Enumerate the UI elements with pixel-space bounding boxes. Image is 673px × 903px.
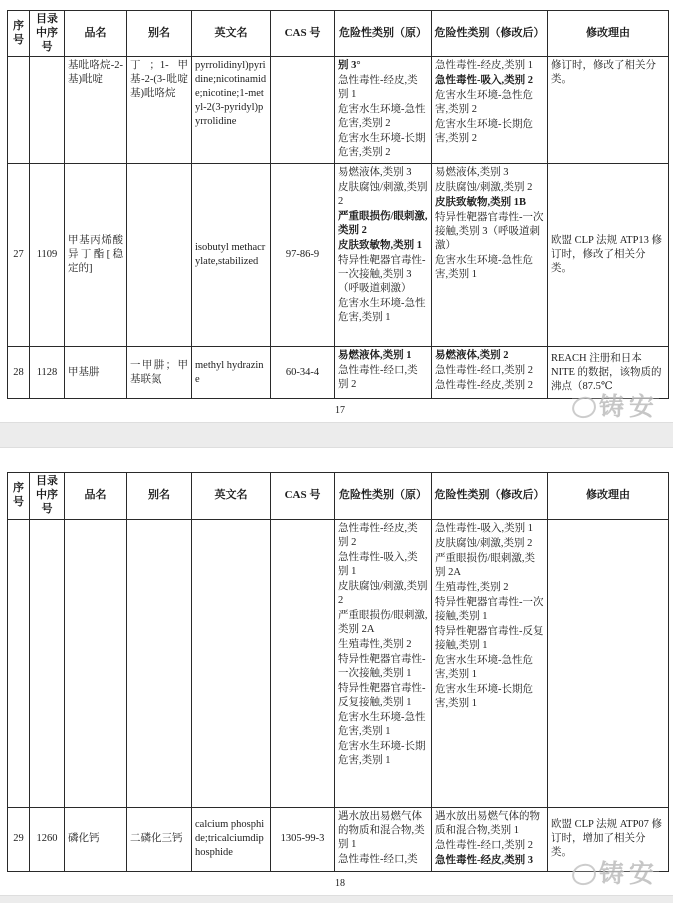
column-header: 品名	[65, 473, 127, 519]
cell-english: isobutyl methacrylate,stabilized	[192, 164, 271, 347]
hazard-item: 特异性靶器官毒性-反复接触,类别 1	[338, 682, 426, 708]
column-header: 别名	[127, 11, 192, 57]
cell-seq	[8, 57, 30, 164]
cell-cas: 97-86-9	[271, 164, 335, 347]
column-header: 序号	[8, 473, 30, 519]
column-header: 目录中序号	[30, 473, 65, 519]
column-header: 目录中序号	[30, 11, 65, 57]
cell-alias: 二磷化三钙	[127, 807, 192, 871]
hazard-table-page-17	[7, 10, 669, 399]
table-row	[8, 347, 669, 399]
column-header: 序号	[8, 11, 30, 57]
hazard-item: 特异性靶器官毒性-一次接触,类别 3（呼吸道刺激）	[338, 255, 426, 295]
column-header: 英文名	[192, 11, 271, 57]
document-page-17	[0, 0, 673, 422]
hazard-item: 急性毒性-经皮,类别 1	[435, 60, 533, 72]
hazard-item: 危害水生环境-急性危害,类别 1	[338, 711, 426, 737]
cell-name: 磷化钙	[65, 807, 127, 871]
hazard-item: 危害水生环境-急性危害,类别 1	[435, 654, 533, 680]
cell-hazard_rev	[432, 57, 548, 164]
hazard-item: 生殖毒性,类别 2	[435, 581, 509, 593]
hazard-item: 严重眼损伤/眼刺激,类别 2A	[338, 609, 428, 635]
hazard-item: 特异性靶器官毒性-一次接触,类别 1	[435, 596, 544, 622]
hazard-item: 急性毒性-吸入,类别 1	[435, 522, 533, 534]
column-header: 别名	[127, 473, 192, 519]
cell-catalog_no: 1109	[30, 164, 65, 347]
header-row	[8, 473, 669, 519]
cell-hazard_rev	[432, 347, 548, 399]
cell-english: calcium phosphide;tricalciumdiphosphide	[192, 807, 271, 871]
document-page-18	[0, 448, 673, 894]
hazard-item: 急性毒性-经口,类别 2	[435, 839, 533, 851]
hazard-item: 遇水放出易燃气体的物质和混合物,类别 1	[338, 810, 425, 850]
cell-name: 基吡咯烷-2-基)吡啶	[65, 57, 127, 164]
table-row	[8, 164, 669, 347]
cell-name	[65, 519, 127, 807]
cell-reason	[548, 519, 669, 807]
table-body-page-18	[8, 519, 669, 871]
hazard-item: 皮肤腐蚀/刺激,类别 2	[338, 580, 428, 606]
hazard-item: 特异性靶器官毒性-反复接触,类别 1	[435, 625, 544, 651]
hazard-item: 易燃液体,类别 3	[435, 167, 509, 179]
hazard-item: 急性毒性-经口,类	[338, 853, 418, 865]
watermark-text: 铸安	[598, 860, 659, 888]
table-header-page-18	[8, 473, 669, 519]
hazard-item: 危害水生环境-急性危害,类别 1	[435, 255, 533, 281]
cell-cas	[271, 519, 335, 807]
hazard-item: 危害水生环境-长期危害,类别 2	[435, 119, 533, 145]
cell-english: methyl hydrazine	[192, 347, 271, 399]
hazard-item: 皮肤致敏物,类别 1B	[435, 197, 527, 209]
page-separator	[0, 895, 673, 903]
cell-catalog_no	[30, 519, 65, 807]
column-header: CAS 号	[271, 473, 335, 519]
cell-seq: 27	[8, 164, 30, 347]
hazard-item: 危害水生环境-长期危害,类别 1	[435, 683, 533, 709]
cell-hazard_orig	[335, 57, 432, 164]
hazard-item: 皮肤腐蚀/刺激,类别 2	[435, 537, 533, 549]
column-header: 修改理由	[548, 473, 669, 519]
hazard-item: 危害水生环境-急性危害,类别 2	[338, 104, 426, 130]
table-row	[8, 807, 669, 871]
cell-catalog_no	[30, 57, 65, 164]
hazard-item: 皮肤腐蚀/刺激,类别 2	[435, 182, 533, 194]
cell-reason: 欧盟 CLP 法规 ATP07 修订时，增加了相关分类。	[548, 807, 669, 871]
hazard-item: 易燃液体,类别 1	[338, 350, 412, 362]
hazard-item: 皮肤腐蚀/刺激,类别 2	[338, 182, 428, 208]
page-number: 18	[335, 877, 345, 889]
hazard-item: 急性毒性-经皮,类别 2	[435, 380, 533, 392]
column-header: 危险性类别（修改后）	[432, 473, 548, 519]
hazard-item: 急性毒性-经口,类别 2	[435, 365, 533, 377]
cell-hazard_orig	[335, 807, 432, 871]
watermark-text: 铸安	[598, 394, 659, 422]
cell-alias: 丁；1-甲基-2-(3-吡啶基)吡咯烷	[127, 57, 192, 164]
hazard-item: 易燃液体,类别 3	[338, 167, 412, 179]
cell-seq	[8, 519, 30, 807]
cell-hazard_orig	[335, 519, 432, 807]
table-header-page-17	[8, 11, 669, 57]
page-number: 17	[335, 405, 345, 417]
cell-seq: 29	[8, 807, 30, 871]
cell-reason: REACH 注册和日本 NITE 的数据，该物质的沸点（87.5℃	[548, 347, 669, 399]
cell-name: 甲基肼	[65, 347, 127, 399]
cell-english: pyrrolidinyl)pyridine;nicotinamide;nicotine;1-metyl-2(3-pyridyl)pyrrolidine	[192, 57, 271, 164]
column-header: 危险性类别（修改后）	[432, 11, 548, 57]
hazard-item: 急性毒性-经皮,类别 3	[435, 854, 533, 866]
cell-cas	[271, 57, 335, 164]
column-header: 危险性类别（原）	[335, 11, 432, 57]
hazard-table-page-18	[7, 472, 669, 871]
hazard-item: 特异性靶器官毒性-一次接触,类别 1	[338, 653, 426, 679]
cell-hazard_rev	[432, 164, 548, 347]
cell-alias	[127, 164, 192, 347]
hazard-item: 急性毒性-吸入,类别 1	[338, 551, 418, 577]
hazard-item: 严重眼损伤/眼刺激,类别 2A	[435, 552, 536, 578]
cell-english	[192, 519, 271, 807]
hazard-item: 生殖毒性,类别 2	[338, 638, 412, 650]
cell-hazard_orig	[335, 347, 432, 399]
column-header: 危险性类别（原）	[335, 473, 432, 519]
cell-alias: 一甲肼；甲基联氮	[127, 347, 192, 399]
page-separator	[0, 422, 673, 448]
column-header: CAS 号	[271, 11, 335, 57]
hazard-item: 急性毒性-吸入,类别 2	[435, 75, 533, 87]
hazard-item: 危害水生环境-急性危害,类别 1	[338, 298, 426, 324]
cell-reason: 修订时，修改了相关分类。	[548, 57, 669, 164]
cell-cas: 1305-99-3	[271, 807, 335, 871]
cell-cas: 60-34-4	[271, 347, 335, 399]
hazard-item: 危害水生环境-长期危害,类别 1	[338, 740, 426, 766]
hazard-item: 危害水生环境-急性危害,类别 2	[435, 90, 533, 116]
column-header: 修改理由	[548, 11, 669, 57]
hazard-item: 别 3°	[338, 60, 361, 72]
cell-name: 甲基丙烯酸异丁酯[稳定的]	[65, 164, 127, 347]
hazard-item: 急性毒性-经皮,类别 2	[338, 522, 418, 548]
hazard-item: 危害水生环境-长期危害,类别 2	[338, 133, 426, 159]
table-row	[8, 57, 669, 164]
column-header: 英文名	[192, 473, 271, 519]
table-row	[8, 519, 669, 807]
cell-catalog_no: 1128	[30, 347, 65, 399]
cell-catalog_no: 1260	[30, 807, 65, 871]
hazard-item: 急性毒性-经皮,类别 1	[338, 75, 418, 101]
hazard-item: 皮肤致敏物,类别 1	[338, 240, 422, 252]
cell-seq: 28	[8, 347, 30, 399]
cell-hazard_rev	[432, 807, 548, 871]
hazard-item: 遇水放出易燃气体的物质和混合物,类别 1	[435, 810, 540, 836]
hazard-item: 特异性靶器官毒性-一次接触,类别 3（呼吸道刺激）	[435, 212, 544, 252]
cell-reason: 欧盟 CLP 法规 ATP13 修订时，修改了相关分类。	[548, 164, 669, 347]
cell-alias	[127, 519, 192, 807]
hazard-item: 易燃液体,类别 2	[435, 350, 509, 362]
cell-hazard_orig	[335, 164, 432, 347]
cell-hazard_rev	[432, 519, 548, 807]
hazard-item: 严重眼损伤/眼刺激,类别 2	[338, 211, 428, 237]
hazard-item: 急性毒性-经口,类别 2	[338, 365, 418, 391]
header-row	[8, 11, 669, 57]
column-header: 品名	[65, 11, 127, 57]
table-body-page-17	[8, 57, 669, 399]
